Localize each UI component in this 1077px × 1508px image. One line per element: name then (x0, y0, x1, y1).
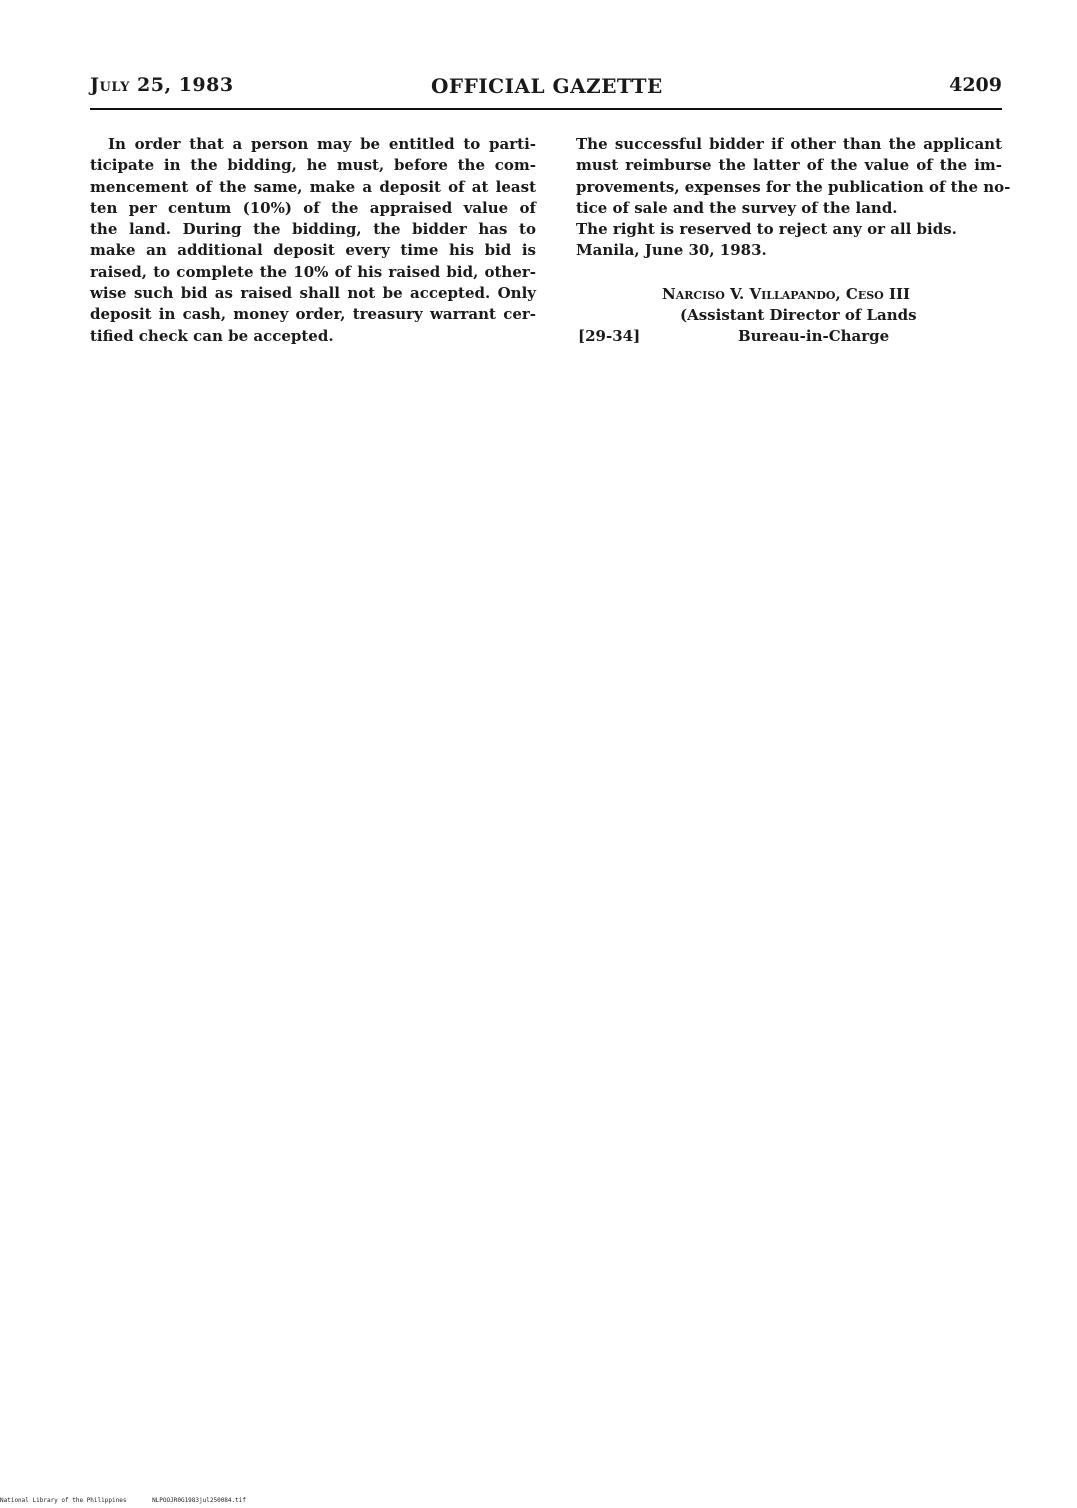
signatory-office: Bureau-in-Charge (738, 327, 890, 345)
text-line: wise such bid as raised shall not be accepted. Only (90, 284, 536, 303)
page-number: 4209 (949, 74, 1002, 96)
text-line: tified check can be accepted. (90, 326, 334, 345)
text-line: raised, to complete the 10% of his raised bid, other- (90, 262, 536, 281)
text-line: deposit in cash, money order, treasury warrant cer- (90, 305, 536, 324)
file-name: NLPOOJR0G1983jul250084.tif (152, 1497, 246, 1504)
text-line: ticipate in the bidding, he must, before the com- (90, 156, 536, 175)
header-date: July 25, 1983 (90, 74, 234, 96)
signatory-name: Narciso V. Villapando, Ceso III (662, 285, 911, 303)
header-rule (90, 108, 1002, 110)
text-line: The successful bidder if other than the applicant (576, 135, 1002, 153)
text-line: The right is reserved to reject any or all bids. (576, 220, 957, 239)
left-column (90, 134, 536, 347)
dateline: Manila, June 30, 1983. (576, 241, 767, 260)
right-column (576, 134, 1011, 262)
text-line: mencement of the same, make a deposit of at least (90, 177, 536, 196)
notice-code: [29-34] (578, 327, 641, 345)
page-header (90, 74, 1002, 104)
text-line: In order that a person may be entitled to parti- (108, 135, 536, 153)
text-line: provements, expenses for the publication of the no- (576, 177, 1011, 196)
text-line: make an additional deposit every time his bid is (90, 241, 536, 260)
text-line: ten per centum (10%) of the appraised value of (90, 198, 536, 217)
publication-title: OFFICIAL GAZETTE (431, 74, 663, 98)
library-credit: National Library of the Philippines (0, 1497, 127, 1504)
signatory-title: (Assistant Director of Lands (680, 306, 917, 324)
text-line: the land. During the bidding, the bidder has to (90, 220, 536, 239)
scan-footer (0, 1497, 268, 1504)
text-line: must reimburse the latter of the value of the im- (576, 156, 1002, 175)
text-line: tice of sale and the survey of the land. (576, 198, 898, 217)
